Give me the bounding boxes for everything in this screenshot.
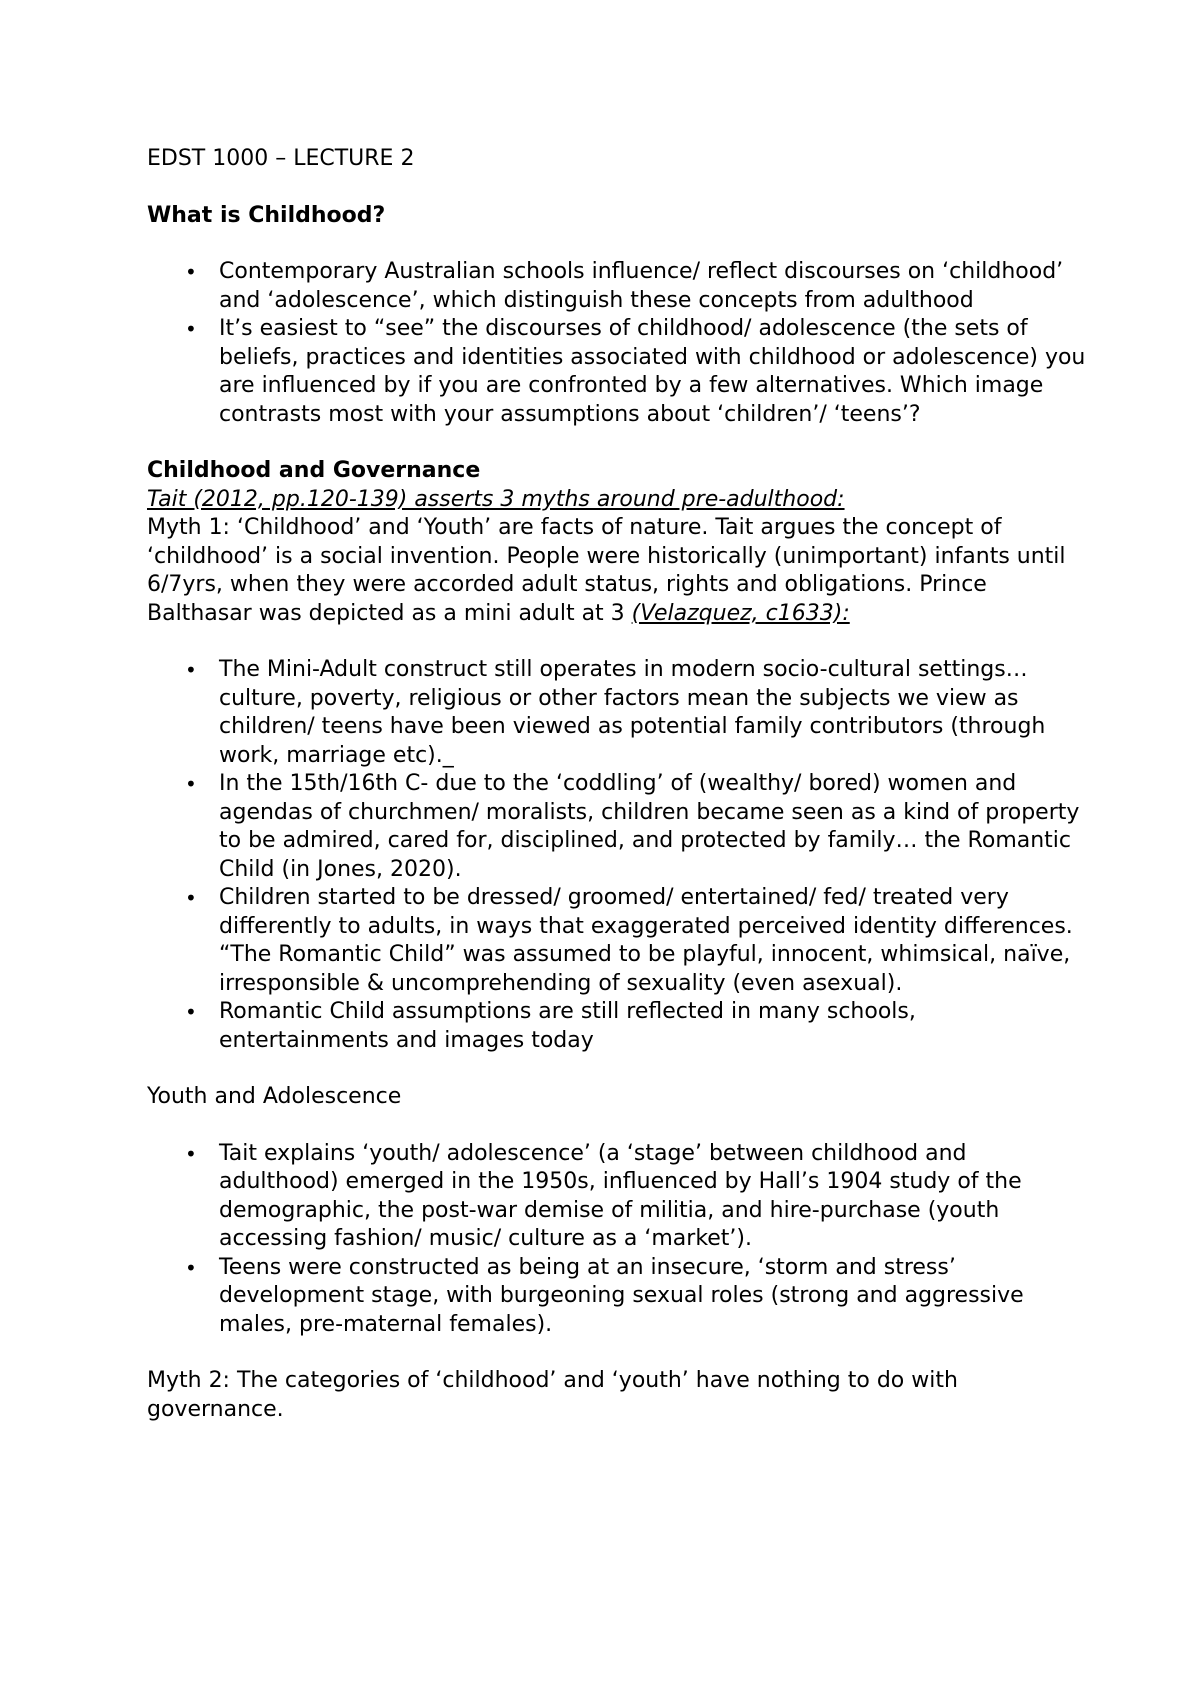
list-item: [147, 770, 1087, 884]
bullet-icon: •: [185, 658, 197, 682]
bullet-icon: •: [185, 1141, 197, 1166]
bullet-list-governance: [147, 656, 1087, 1055]
myth2-paragraph: Myth 2: The categories of ‘childhood’ and ‘youth’ have nothing to do with governance.: [147, 1368, 958, 1422]
bullet-icon: •: [185, 317, 197, 341]
document-page: [147, 145, 1087, 1424]
list-item-text: Teens were constructed as being at an insecure, ‘storm and stress’ development stage, with burgeoning sexual roles (strong and aggressive males, pre-maternal females).: [219, 1254, 1024, 1337]
list-item-text: Tait explains ‘youth/ adolescence’ (a ‘stage’ between childhood and adulthood) emerged in the 1950s, influenced by Hall’s 1904 study of the demographic, the post-war demise of militia, and hire-purchase (youth accessing fashion/ music/ culture as a ‘market’).: [219, 1140, 1022, 1251]
list-item: [147, 1254, 1087, 1340]
myth1-paragraph: [147, 514, 1087, 628]
list-item-text: It’s easiest to “see” the discourses of childhood/ adolescence (the sets of beliefs, practices and identities associated with childhood or adolescence) you are influenced by if you are confronted by a few alternatives. Which image contrasts most with your assumptions about ‘children’/ ‘teens’?: [219, 316, 1086, 427]
section-heading-what-is-childhood: What is Childhood?: [147, 202, 386, 228]
list-item-text: In the 15th/16th C- due to the ‘coddling’ of (wealthy/ bored) women and agendas of churchmen/ moralists, children became seen as a kind of property to be admired, cared for, disciplined, and protected by family… the Romantic Child (in Jones, 2020).: [219, 771, 1080, 882]
myth1-citation: (Velazquez, c1633):: [631, 600, 850, 626]
bullet-icon: •: [185, 260, 197, 284]
section-heading-governance: Childhood and Governance: [147, 458, 481, 483]
bullet-icon: •: [185, 772, 197, 796]
list-item-text: Romantic Child assumptions are still reflected in many schools, entertainments and images today: [219, 999, 916, 1053]
section-subheading-tait: Tait (2012, pp.120-139) asserts 3 myths around pre-adulthood:: [147, 486, 845, 512]
section-heading-youth: Youth and Adolescence: [147, 1084, 402, 1109]
myth1-text: Myth 1: ‘Childhood’ and ‘Youth’ are facts of nature. Tait argues the concept of ‘childhood’ is a social invention. People were historically (unimportant) infants until 6/7yrs, when they were accorded adult status, rights and obligations. Prince Balthasar was depicted as a mini adult at 3: [147, 515, 1066, 626]
list-item: [147, 656, 1087, 770]
course-title: EDST 1000 – LECTURE 2: [147, 146, 415, 171]
bullet-icon: •: [185, 1255, 197, 1280]
bullet-list-childhood: [147, 258, 1087, 429]
list-item-text: Contemporary Australian schools influence/ reflect discourses on ‘childhood’ and ‘adolescence’, which distinguish these concepts from adulthood: [219, 259, 1064, 313]
list-item: [147, 884, 1087, 998]
list-item: [147, 315, 1087, 429]
list-item-text: The Mini-Adult construct still operates in modern socio-cultural settings… culture, poverty, religious or other factors mean the subjects we view as children/ teens have been viewed as potential family contributors (through work, marriage etc)._: [219, 657, 1046, 768]
bullet-icon: •: [185, 886, 197, 910]
bullet-icon: •: [185, 1000, 197, 1024]
list-item: [147, 258, 1087, 315]
bullet-list-youth: [147, 1140, 1087, 1340]
list-item: [147, 1140, 1087, 1254]
list-item: [147, 998, 1087, 1055]
list-item-text: Children started to be dressed/ groomed/ entertained/ fed/ treated very differently to adults, in ways that exaggerated perceived identity differences. “The Romantic Child” was assumed to be playful, innocent, whimsical, naïve, irresponsible & uncomprehending of sexuality (even asexual).: [219, 885, 1073, 996]
